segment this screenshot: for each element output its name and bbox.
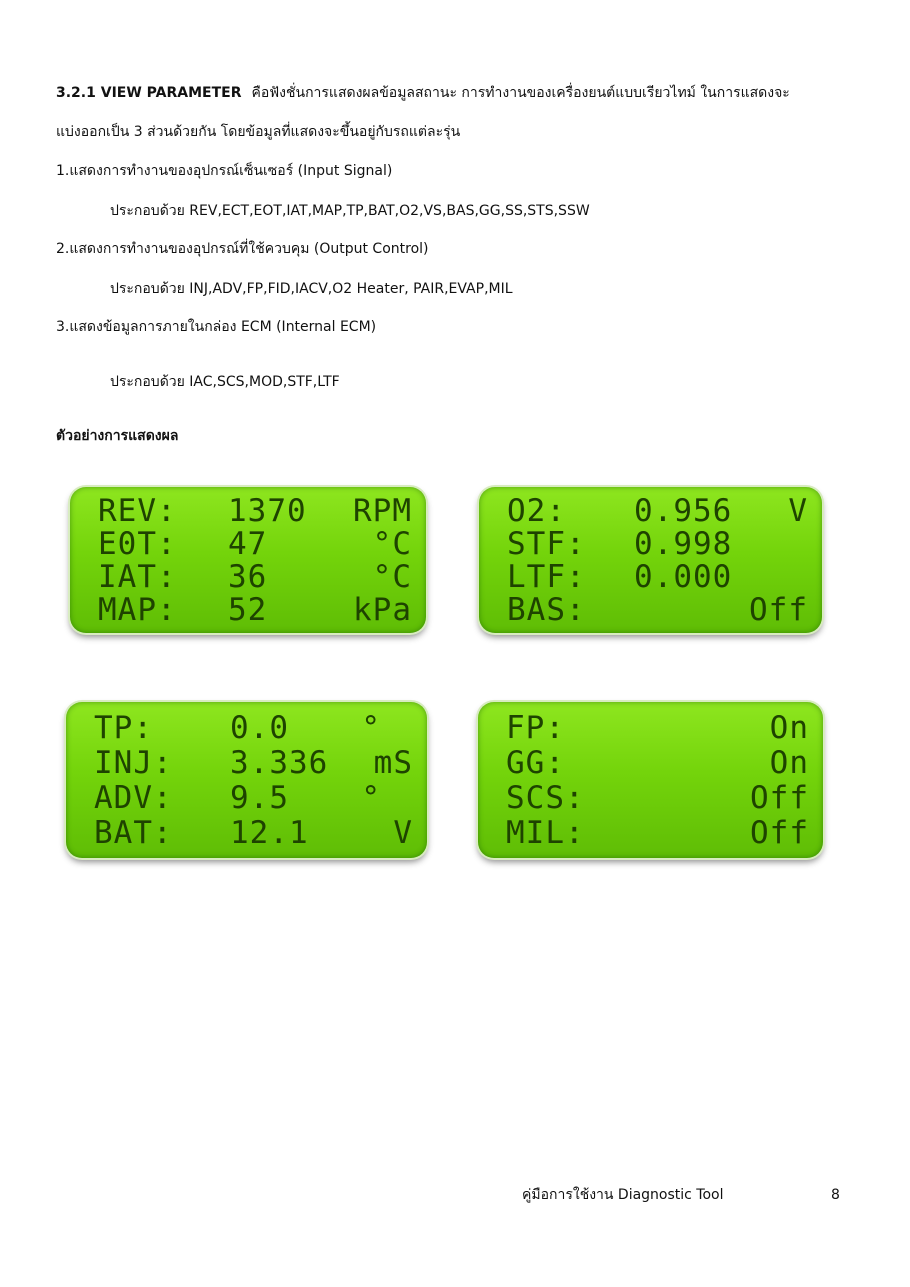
lcd-value: 0.956 xyxy=(634,493,733,529)
lcd-value: 36 xyxy=(228,559,268,595)
lcd-unit: RPM xyxy=(353,493,412,529)
lcd-label: LTF: xyxy=(507,559,586,595)
lcd-unit: °C xyxy=(372,559,412,595)
lcd-value: 0.998 xyxy=(634,526,733,562)
lcd-unit: ° xyxy=(361,780,381,816)
lcd-state: On xyxy=(769,710,809,746)
list-item-input-signal-detail: ประกอบด้วย REV,ECT,EOT,IAT,MAP,TP,BAT,O2,VS,BAS,GG,SS,STS,SSW xyxy=(110,203,590,219)
section-heading xyxy=(56,84,790,102)
lcd-value: 52 xyxy=(228,592,268,628)
lcd-state: On xyxy=(769,745,809,781)
lcd-label: ADV: xyxy=(94,780,173,816)
lcd-value: 0.000 xyxy=(634,559,733,595)
list-item-output-control-detail: ประกอบด้วย INJ,ADV,FP,FID,IACV,O2 Heater, PAIR,EVAP,MIL xyxy=(110,281,513,297)
lcd-value: 0.0 xyxy=(230,710,289,746)
lcd-unit: V xyxy=(788,493,808,529)
lcd-label: INJ: xyxy=(94,745,173,781)
section-heading-text: คือฟังชั่นการแสดงผลข้อมูลสถานะ การทำงานของเครื่องยนต์แบบเรียวไทม์ ในการแสดงจะ xyxy=(251,85,790,101)
lcd-label: MAP: xyxy=(98,592,177,628)
lcd-label: MIL: xyxy=(506,815,585,851)
lcd-unit: V xyxy=(393,815,413,851)
lcd-label: GG: xyxy=(506,745,565,781)
lcd-unit: mS xyxy=(373,745,413,781)
lcd-value: 12.1 xyxy=(230,815,309,851)
lcd-value: 1370 xyxy=(228,493,307,529)
lcd-state: Off xyxy=(750,780,809,816)
list-item-output-control: 2.แสดงการทำงานของอุปกรณ์ที่ใช้ควบคุม (Output Control) xyxy=(56,241,429,257)
example-title: ตัวอย่างการแสดงผล xyxy=(56,428,179,444)
lcd-value: 9.5 xyxy=(230,780,289,816)
page-number: 8 xyxy=(831,1187,840,1203)
lcd-label: SCS: xyxy=(506,780,585,816)
lcd-panel-engine xyxy=(70,487,426,633)
lcd-value: 3.336 xyxy=(230,745,329,781)
lcd-unit: Off xyxy=(749,592,808,628)
section-heading-number: 3.2.1 VIEW PARAMETER xyxy=(56,85,242,101)
lcd-label: BAS: xyxy=(507,592,586,628)
intro-line: แบ่งออกเป็น 3 ส่วนด้วยกัน โดยข้อมูลที่แสดงจะขึ้นอยู่กับรถแต่ละรุ่น xyxy=(56,124,461,140)
lcd-unit: °C xyxy=(372,526,412,562)
lcd-panel-fuel-trim xyxy=(479,487,822,633)
lcd-label: O2: xyxy=(507,493,566,529)
list-item-input-signal: 1.แสดงการทำงานของอุปกรณ์เซ็นเซอร์ (Input Signal) xyxy=(56,163,393,179)
lcd-label: IAT: xyxy=(98,559,177,595)
lcd-label: BAT: xyxy=(94,815,173,851)
list-item-internal-ecm: 3.แสดงข้อมูลการภายในกล่อง ECM (Internal ECM) xyxy=(56,319,377,335)
lcd-label: FP: xyxy=(506,710,565,746)
lcd-panel-injection xyxy=(66,702,427,858)
lcd-label: REV: xyxy=(98,493,177,529)
list-item-internal-ecm-detail: ประกอบด้วย IAC,SCS,MOD,STF,LTF xyxy=(110,374,340,390)
lcd-panel-status xyxy=(478,702,823,858)
lcd-unit: ° xyxy=(361,710,381,746)
lcd-label: E0T: xyxy=(98,526,177,562)
lcd-state: Off xyxy=(750,815,809,851)
lcd-unit: kPa xyxy=(353,592,412,628)
footer-title: คู่มือการใช้งาน Diagnostic Tool xyxy=(522,1187,724,1203)
lcd-label: STF: xyxy=(507,526,586,562)
lcd-value: 47 xyxy=(228,526,268,562)
lcd-label: TP: xyxy=(94,710,153,746)
